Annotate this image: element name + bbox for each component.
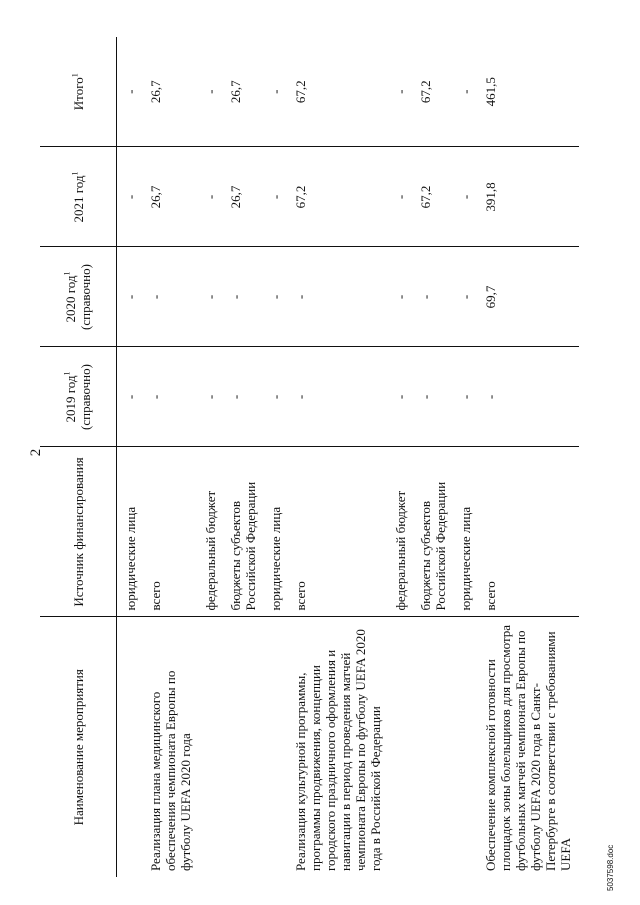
table-row bbox=[224, 37, 264, 877]
cell-2019: - bbox=[144, 347, 199, 447]
cell-total: 67,2 bbox=[414, 37, 454, 147]
cell-2019: - bbox=[117, 347, 145, 447]
cell-2019: - bbox=[289, 347, 389, 447]
header-2021: 2021 год$^1$ bbox=[40, 147, 117, 247]
cell-source: федеральный бюджет bbox=[199, 447, 224, 617]
cell-total: 26,7 bbox=[224, 37, 264, 147]
table-row bbox=[454, 37, 479, 877]
cell-name bbox=[224, 617, 264, 877]
cell-total: - bbox=[454, 37, 479, 147]
cell-source: бюджеты субъектов Российской Федерации bbox=[414, 447, 454, 617]
cell-2019: - bbox=[479, 347, 579, 447]
cell-2021: - bbox=[389, 147, 414, 247]
cell-2019: - bbox=[199, 347, 224, 447]
cell-name bbox=[389, 617, 414, 877]
table-row bbox=[389, 37, 414, 877]
cell-source: всего bbox=[144, 447, 199, 617]
cell-source: юридические лица bbox=[117, 447, 145, 617]
cell-total: - bbox=[199, 37, 224, 147]
cell-2020: - bbox=[389, 247, 414, 347]
cell-2019: - bbox=[224, 347, 264, 447]
cell-source: всего bbox=[479, 447, 579, 617]
header-row bbox=[40, 37, 117, 877]
cell-total: 67,2 bbox=[289, 37, 389, 147]
header-2020: 2020 год$^1$ (справочно) bbox=[40, 247, 117, 347]
cell-name bbox=[199, 617, 224, 877]
financing-table bbox=[40, 37, 579, 877]
table-row bbox=[414, 37, 454, 877]
header-2019: 2019 год$^1$ (справочно) bbox=[40, 347, 117, 447]
cell-source: юридические лица bbox=[454, 447, 479, 617]
cell-2019: - bbox=[389, 347, 414, 447]
cell-2021: - bbox=[264, 147, 289, 247]
cell-2020: - bbox=[117, 247, 145, 347]
table-row bbox=[264, 37, 289, 877]
cell-2021: 26,7 bbox=[224, 147, 264, 247]
cell-name bbox=[454, 617, 479, 877]
cell-total: - bbox=[389, 37, 414, 147]
table-row bbox=[117, 37, 145, 877]
cell-source: бюджеты субъектов Российской Федерации bbox=[224, 447, 264, 617]
cell-source: юридические лица bbox=[264, 447, 289, 617]
cell-source: всего bbox=[289, 447, 389, 617]
table-row bbox=[144, 37, 199, 877]
cell-2020: - bbox=[144, 247, 199, 347]
cell-total: 461,5 bbox=[479, 37, 579, 147]
cell-name bbox=[414, 617, 454, 877]
cell-name: Обеспечение комплексной готовности площадок зоны болельщиков для просмотра футбольных матчей чемпионата Европы по футболу UEFA 2020 года в Санкт-Петербурге в соответствии с требованиями UEFA bbox=[483, 624, 573, 871]
cell-source: федеральный бюджет bbox=[389, 447, 414, 617]
cell-2020: - bbox=[199, 247, 224, 347]
cell-name: Реализация плана медицинского обеспечения чемпионата Европы по футболу UEFA 2020 года bbox=[148, 670, 193, 871]
cell-2020: - bbox=[414, 247, 454, 347]
table-row bbox=[479, 37, 579, 877]
cell-2021: - bbox=[454, 147, 479, 247]
cell-name bbox=[264, 617, 289, 877]
cell-name: Реализация культурной программы, программы продвижения, концепции городского праздничного оформления и навигации в период проведения матчей чемпионата Европы по футболу UEFA 2020 года в Российской Федерации bbox=[293, 629, 383, 871]
cell-2019: - bbox=[454, 347, 479, 447]
cell-2021: 67,2 bbox=[289, 147, 389, 247]
cell-2019: - bbox=[264, 347, 289, 447]
cell-total: - bbox=[117, 37, 145, 147]
cell-2020: - bbox=[224, 247, 264, 347]
cell-2021: 391,8 bbox=[479, 147, 579, 247]
table-row bbox=[199, 37, 224, 877]
cell-2020: - bbox=[289, 247, 389, 347]
cell-2020: - bbox=[264, 247, 289, 347]
page-number: 2 bbox=[28, 448, 44, 457]
cell-total: 26,7 bbox=[144, 37, 199, 147]
cell-2021: 67,2 bbox=[414, 147, 454, 247]
header-source: Источник финансирования bbox=[40, 447, 117, 617]
cell-2019: - bbox=[414, 347, 454, 447]
cell-2020: 69,7 bbox=[479, 247, 579, 347]
header-total: Итого$^1$ bbox=[40, 37, 117, 147]
cell-2021: 26,7 bbox=[144, 147, 199, 247]
cell-2021: - bbox=[117, 147, 145, 247]
header-name: Наименование мероприятия bbox=[40, 617, 117, 877]
cell-2021: - bbox=[199, 147, 224, 247]
document-footer: 5037598.doc bbox=[606, 844, 615, 891]
cell-name bbox=[117, 617, 145, 877]
cell-2020: - bbox=[454, 247, 479, 347]
cell-total: - bbox=[264, 37, 289, 147]
table-row bbox=[289, 37, 389, 877]
